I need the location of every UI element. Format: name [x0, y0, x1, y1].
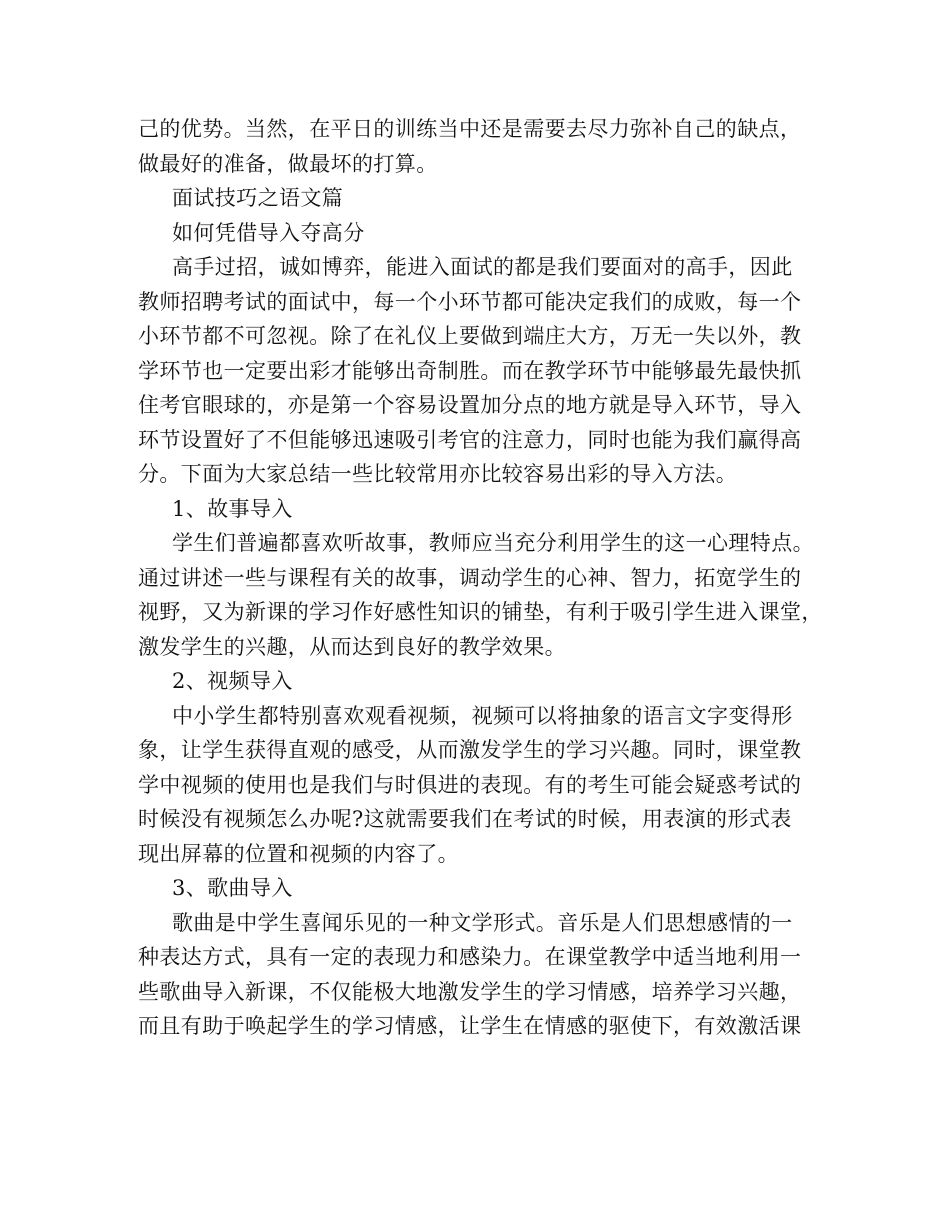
text-line: 学环节也一定要出彩才能够出奇制胜。而在教学环节中能够最先最快抓: [138, 358, 802, 383]
paragraph-first-line: 歌曲是中学生喜闻乐见的一种文学形式。音乐是人们思想感情的一: [172, 910, 793, 935]
text-line: 时候没有视频怎么办呢?这就需要我们在考试的时候，用表演的形式表: [138, 807, 792, 831]
text-line: 己的优势。当然，在平日的训练当中还是需要去尽力弥补自己的缺点，: [138, 117, 802, 141]
text-line: 视野，又为新课的学习作好感性知识的铺垫，有利于吸引学生进入课堂，: [138, 600, 823, 624]
text-line: 种表达方式，具有一定的表现力和感染力。在课堂教学中适当地利用一: [138, 945, 802, 969]
section-subheading: 如何凭借导入夺高分: [172, 220, 365, 245]
item-heading: 1、故事导入: [172, 496, 293, 521]
item-heading: 3、歌曲导入: [172, 876, 293, 900]
text-line: 通过讲述一些与课程有关的故事，调动学生的心神、智力，拓宽学生的: [138, 565, 802, 590]
text-line: 住考官眼球的，亦是第一个容易设置加分点的地方就是导入环节，导入: [138, 393, 802, 417]
text-line: 现出屏幕的位置和视频的内容了。: [138, 841, 459, 866]
item-heading: 2、视频导入: [172, 669, 293, 693]
text-line: 环节设置好了不但能够迅速吸引考官的注意力，同时也能为我们赢得高: [138, 427, 802, 452]
section-heading: 面试技巧之语文篇: [172, 186, 344, 210]
text-line: 些歌曲导入新课，不仅能极大地激发学生的学习情感，培养学习兴趣，: [138, 979, 802, 1004]
text-line: 象，让学生获得直观的感受，从而激发学生的学习兴趣。同时，课堂教: [138, 738, 802, 762]
document-page: [138, 112, 823, 1044]
text-line: 而且有助于唤起学生的学习情感，让学生在情感的驱使下，有效激活课: [138, 1014, 802, 1038]
text-line: 小环节都不可忽视。除了在礼仪上要做到端庄大方，万无一失以外，教: [138, 324, 802, 348]
paragraph-first-line: 高手过招，诚如博弈，能进入面试的都是我们要面对的高手，因此: [172, 255, 793, 279]
text-line: 教师招聘考试的面试中，每一个小环节都可能决定我们的成败，每一个: [138, 289, 802, 314]
paragraph-first-line: 中小学生都特别喜欢观看视频，视频可以将抽象的语言文字变得形: [172, 703, 793, 728]
text-line: 学中视频的使用也是我们与时俱进的表现。有的考生可能会疑惑考试的: [138, 772, 802, 797]
text-line: 分。下面为大家总结一些比较常用亦比较容易出彩的导入方法。: [138, 462, 738, 486]
text-line: 激发学生的兴趣，从而达到良好的教学效果。: [138, 634, 566, 659]
paragraph-first-line: 学生们普遍都喜欢听故事，教师应当充分利用学生的这一心理特点。: [172, 531, 814, 555]
text-line: 做最好的准备，做最坏的打算。: [138, 151, 438, 176]
